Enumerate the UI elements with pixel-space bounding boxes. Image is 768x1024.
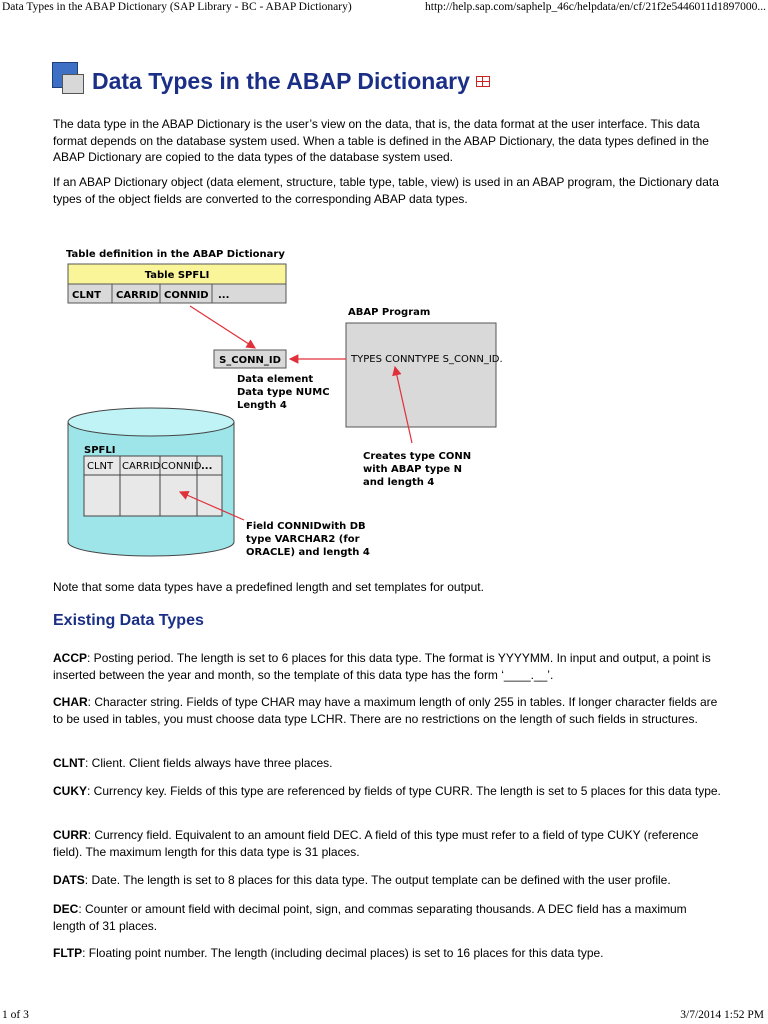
table-col-clnt: CLNT (72, 290, 101, 301)
type-name: CUKY (53, 784, 88, 798)
title-row (50, 60, 750, 104)
diagram (60, 240, 520, 570)
print-timestamp: 3/7/2014 1:52 PM (680, 1009, 764, 1021)
header-page-title: Data Types in the ABAP Dictionary (SAP Library - BC - ABAP Dictionary) (2, 1, 352, 13)
data-element-desc-2: Data type NUMC (237, 387, 330, 398)
header-url: http://help.sap.com/saphelp_46c/helpdata/en/cf/21f2e5446011d1897000... (425, 1, 766, 13)
data-element-desc-3: Length 4 (237, 400, 287, 411)
type-char (53, 694, 721, 727)
page-title-text: Data Types in the ABAP Dictionary (92, 68, 470, 94)
program-box (346, 323, 496, 427)
type-fltp (53, 945, 721, 962)
type-name: CLNT (53, 756, 85, 770)
intro-paragraph-1: The data type in the ABAP Dictionary is the user’s view on the data, that is, the data format at the user interface. This data format depends on the database system used. When a table is defined in the ABAP Dictionary, the data types defined in the ABAP Dictionary are copied to the data types of the database system used. (53, 117, 709, 164)
document-icon (50, 60, 86, 96)
program-note-1: Creates type CONN (363, 451, 472, 462)
type-desc: : Floating point number. The length (including decimal places) is set to 16 places for this data type. (82, 946, 604, 960)
type-desc: : Counter or amount field with decimal point, sign, and commas separating thousands. A DEC field has a maximum length of 31 places. (53, 902, 687, 933)
table-def-label: Table definition in the ABAP Dictionary (66, 249, 285, 260)
arrow-table-to-element (190, 306, 255, 348)
type-desc: : Character string. Fields of type CHAR may have a maximum length of only 255 in tables. If longer character fields are to be used in tables, you must choose data type LCHR. There are no restrictions on the length of such fields in structures. (53, 695, 718, 726)
program-note-3: and length 4 (363, 477, 435, 488)
type-dats (53, 872, 721, 889)
db-col-carrid: CARRID (122, 461, 161, 472)
db-note-3: ORACLE) and length 4 (246, 547, 370, 558)
type-name: FLTP (53, 946, 83, 960)
type-accp (53, 650, 721, 683)
type-name: DATS (53, 873, 85, 887)
db-table-name: SPFLI (84, 445, 116, 456)
type-desc: : Currency key. Fields of this type are referenced by fields of type CURR. The length is set to 5 places for this data type. (87, 784, 721, 798)
structure-link-icon[interactable] (476, 76, 490, 87)
db-col-connid: CONNID (161, 461, 202, 472)
intro-paragraph-2: If an ABAP Dictionary object (data element, structure, table type, table, view) is used in an ABAP program, the Dictionary data types of the object fields are converted to the corresponding ABAP data types. (53, 175, 719, 206)
program-label: ABAP Program (348, 307, 431, 318)
type-name: DEC (53, 902, 79, 916)
note-paragraph: Note that some data types have a predefined length and set templates for output. (53, 580, 484, 594)
type-dec (53, 901, 721, 934)
type-curr (53, 827, 721, 860)
print-footer (0, 1009, 768, 1024)
type-desc: : Client. Client fields always have three places. (85, 756, 333, 770)
data-element-name: S_CONN_ID (219, 355, 281, 366)
db-col-more: ... (201, 461, 213, 472)
print-header (0, 0, 768, 18)
type-clnt (53, 755, 721, 772)
table-col-carrid: CARRID (116, 290, 159, 301)
type-name: CHAR (53, 695, 88, 709)
data-element-desc-1: Data element (237, 374, 314, 385)
diagram-svg (60, 240, 520, 570)
type-desc: : Date. The length is set to 8 places for this data type. The output template can be defined with the user profile. (84, 873, 671, 887)
type-name: CURR (53, 828, 88, 842)
program-note-2: with ABAP type N (363, 464, 463, 475)
db-cylinder-top (68, 408, 234, 436)
db-note-1: Field CONNIDwith DB (246, 521, 366, 532)
table-col-more: ... (218, 290, 230, 301)
table-col-connid: CONNID (164, 290, 209, 301)
db-col-clnt: CLNT (87, 461, 114, 472)
page-title (92, 68, 490, 95)
db-note-2: type VARCHAR2 (for (246, 534, 360, 545)
type-desc: : Currency field. Equivalent to an amount field DEC. A field of this type must refer to a field of type CUKY (reference field). The maximum length for this data type is 31 places. (53, 828, 699, 859)
table-name: Table SPFLI (144, 270, 210, 281)
program-code: TYPES CONNTYPE S_CONN_ID. (351, 354, 503, 365)
page-counter: 1 of 3 (2, 1009, 29, 1021)
type-desc: : Posting period. The length is set to 6 places for this data type. The format is YYYYMM. In input and output, a point is inserted between the year and month, so the template of this data type has the form ‘____.__’. (53, 651, 711, 682)
type-name: ACCP (53, 651, 88, 665)
section-heading: Existing Data Types (53, 612, 204, 629)
type-cuky (53, 783, 721, 800)
